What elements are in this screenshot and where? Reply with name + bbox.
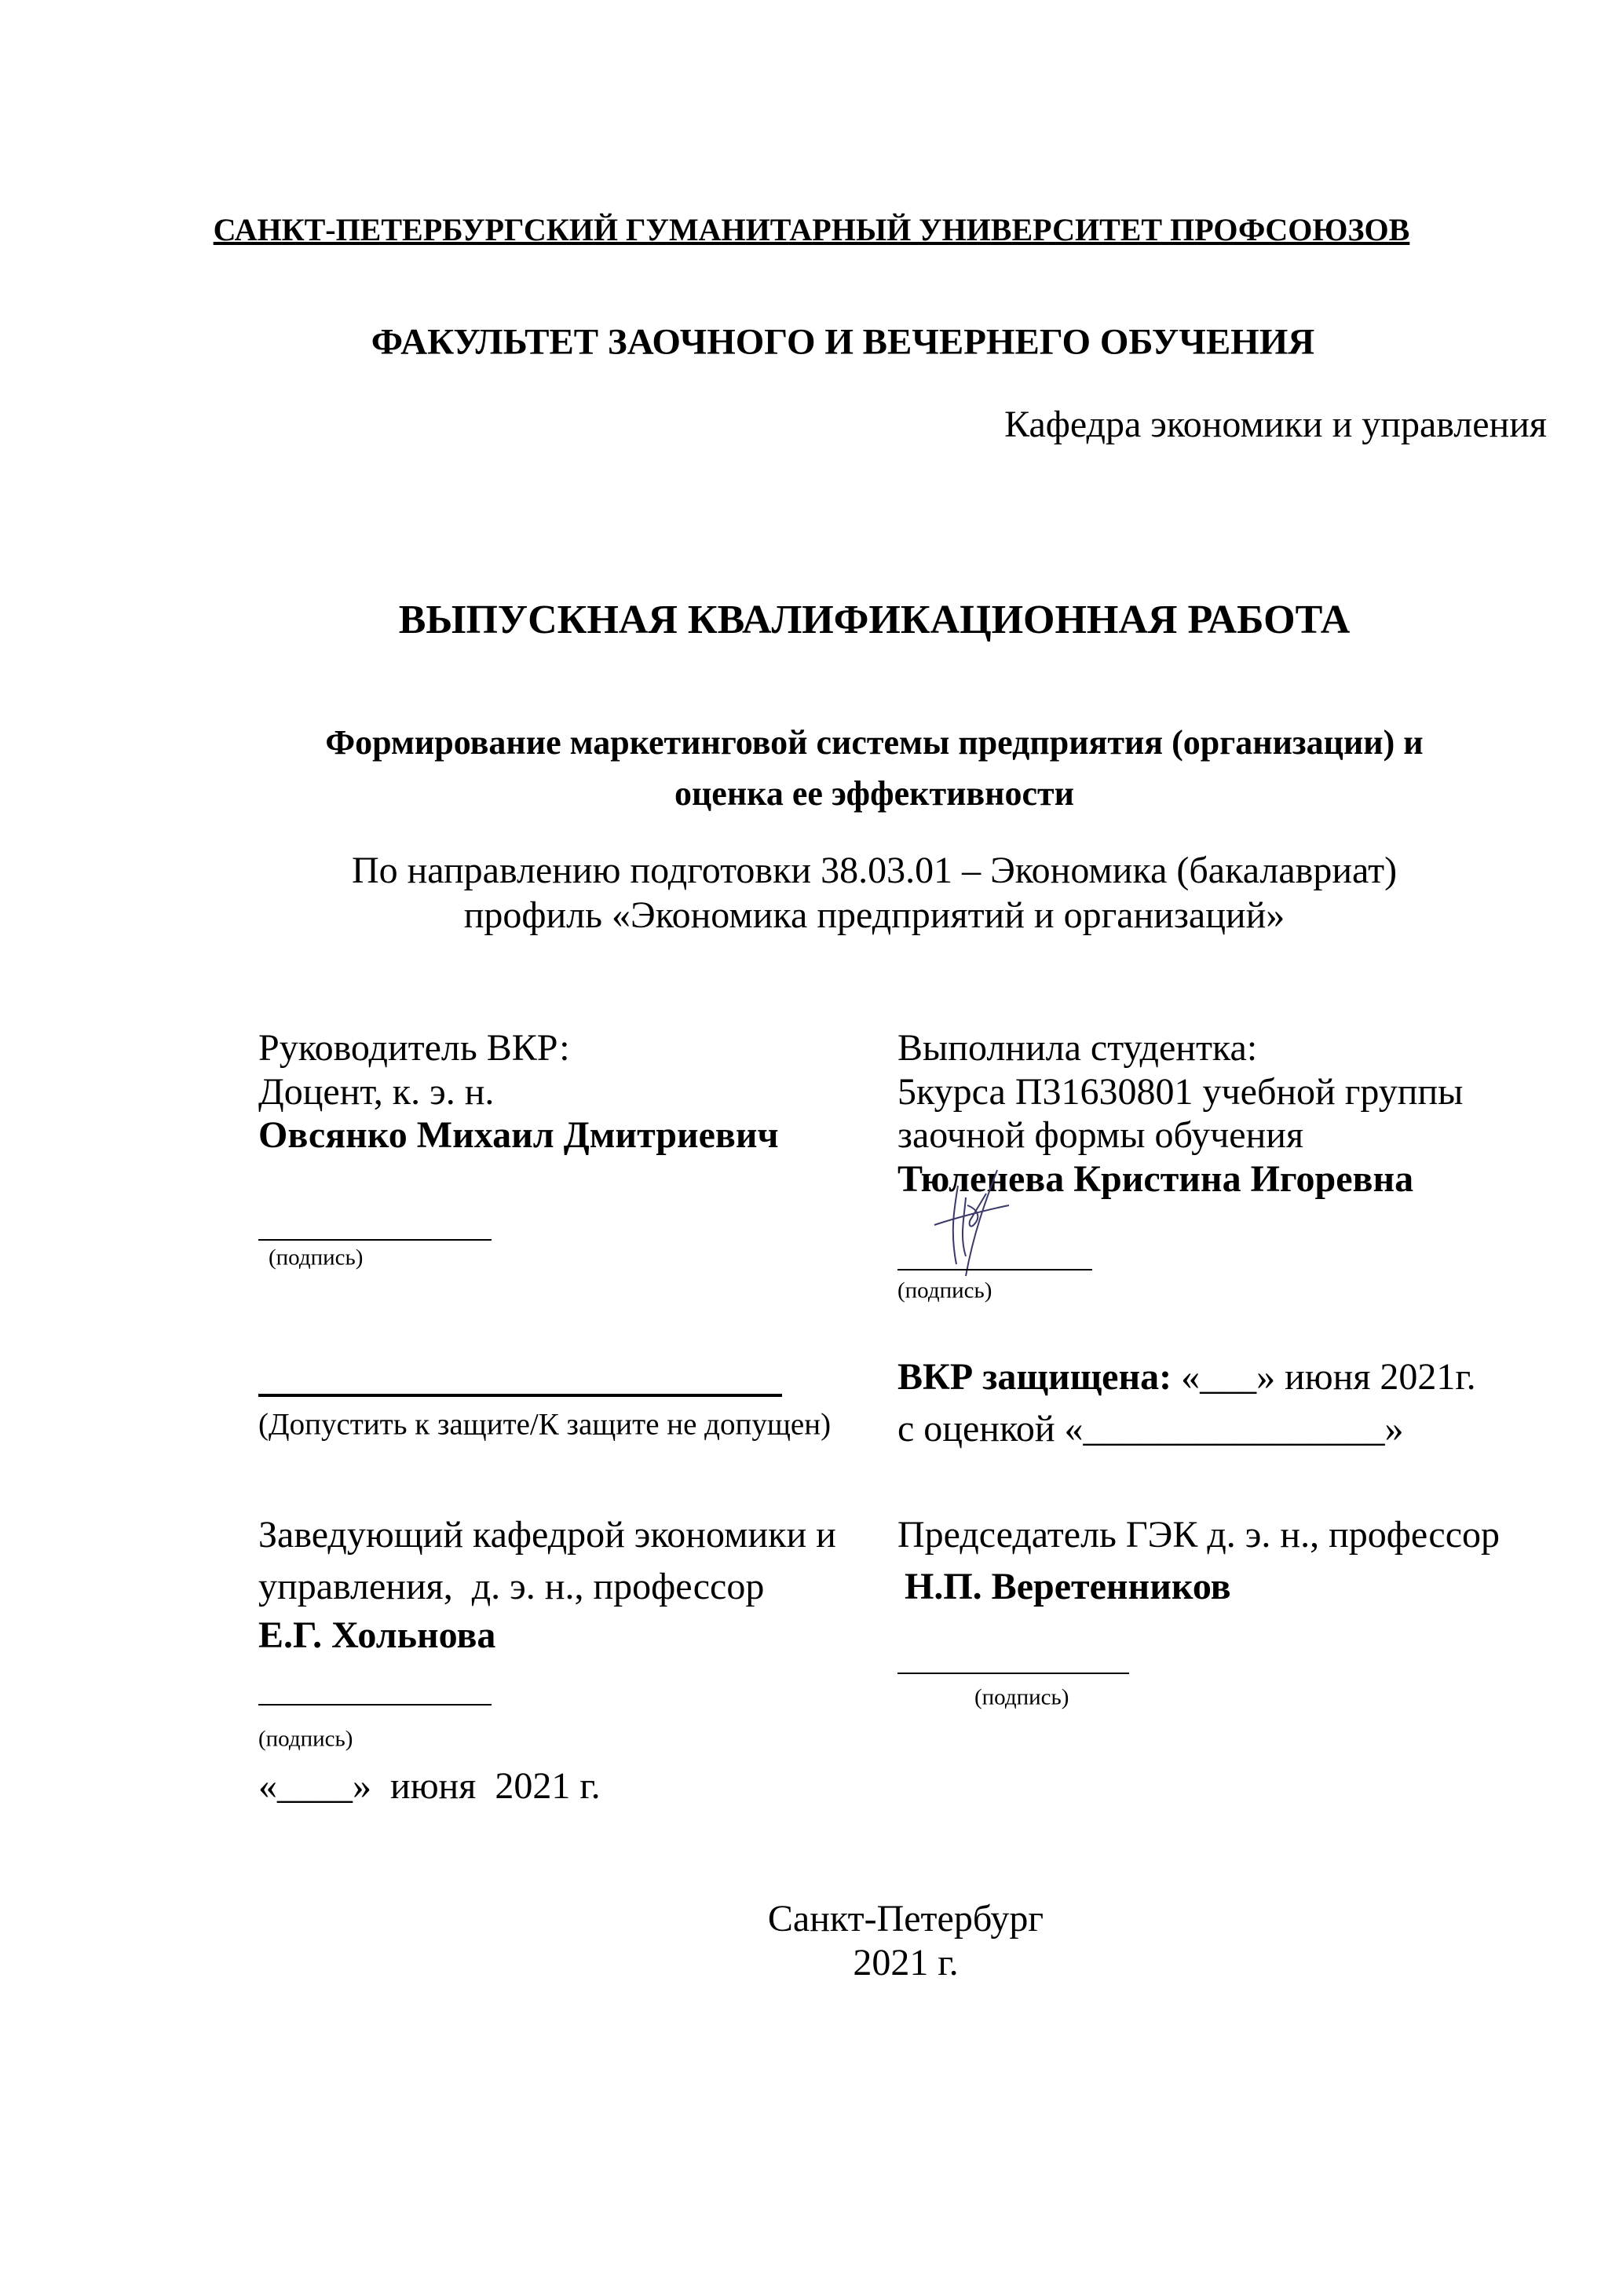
supervisor-signature-caption: (подпись): [269, 1245, 364, 1270]
defense-grade: с оценкой «________________»: [897, 1408, 1404, 1450]
supervisor-label: Руководитель ВКР:: [258, 1027, 570, 1069]
defense-date-value: «___» июня 2021г.: [1181, 1356, 1476, 1398]
chairman-title: Председатель ГЭК д. э. н., профессор: [897, 1514, 1500, 1556]
university-name-text: САНКТ-ПЕТЕРБУРГСКИЙ ГУМАНИТАРНЫЙ УНИВЕРСИТЕТ ПРОФСОЮЗОВ: [213, 212, 1410, 247]
student-signature-caption: (подпись): [897, 1278, 992, 1303]
defense-label: ВКР защищена:: [897, 1356, 1172, 1398]
supervisor-name: Овсянко Михаил Дмитриевич: [258, 1114, 779, 1156]
student-name: Тюленева Кристина Игоревна: [897, 1158, 1414, 1200]
admission-caption: (Допустить к защите/К защите не допущен): [258, 1407, 832, 1442]
chairman-name: Н.П. Веретенников: [905, 1566, 1231, 1607]
city: Санкт-Петербург: [767, 1898, 1044, 1940]
topic-line-1: Формирование маркетинговой системы предприятия (организации) и: [325, 723, 1424, 762]
student-signature: [911, 1162, 1044, 1280]
student-signature-line: [897, 1269, 1092, 1270]
document-type: ВЫПУСКНАЯ КВАЛИФИКАЦИОННАЯ РАБОТА: [398, 598, 1351, 642]
student-form: заочной формы обучения: [897, 1114, 1304, 1156]
profile: профиль «Экономика предприятий и организаций»: [463, 894, 1285, 936]
head-title-line-2: управления, д. э. н., профессор: [258, 1566, 765, 1607]
admission-line: [258, 1394, 782, 1397]
department-name: Кафедра экономики и управления: [1004, 404, 1547, 445]
supervisor-signature-line: [258, 1239, 492, 1241]
chairman-signature-caption: (подпись): [974, 1684, 1069, 1710]
university-name: [0, 214, 1623, 246]
supervisor-rank: Доцент, к. э. н.: [258, 1071, 495, 1113]
year: 2021 г.: [853, 1942, 959, 1983]
chairman-signature-line: [897, 1673, 1129, 1674]
head-date: «____» июня 2021 г.: [258, 1765, 601, 1807]
defense-date: [897, 1358, 1476, 1396]
head-signature-line: [258, 1704, 492, 1706]
student-label: Выполнила студентка:: [897, 1027, 1258, 1069]
head-title-line-1: Заведующий кафедрой экономики и: [258, 1514, 836, 1556]
student-group: 5курса П31630801 учебной группы: [897, 1071, 1464, 1113]
head-name: Е.Г. Хольнова: [258, 1614, 496, 1656]
faculty-name: ФАКУЛЬТЕТ ЗАОЧНОГО И ВЕЧЕРНЕГО ОБУЧЕНИЯ: [371, 321, 1315, 363]
direction: По направлению подготовки 38.03.01 – Экономика (бакалавриат): [351, 850, 1398, 891]
topic-line-2: оценка ее эффективности: [674, 774, 1075, 813]
head-signature-caption: (подпись): [258, 1726, 353, 1752]
